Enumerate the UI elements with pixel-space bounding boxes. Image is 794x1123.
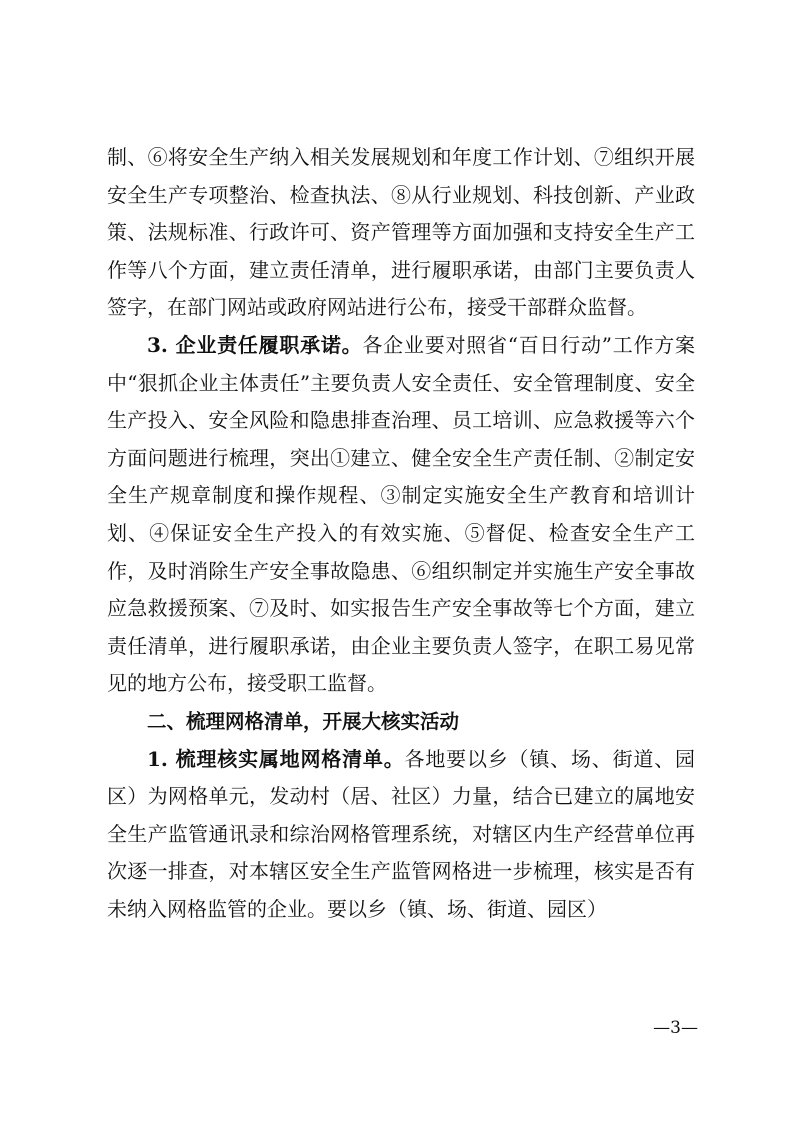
- paragraph-3: [107, 741, 695, 929]
- page-number: —3—: [653, 1018, 698, 1038]
- paragraph-2-lead: 3. 企业责任履职承诺。: [147, 332, 363, 357]
- paragraph-1: 制、⑥将安全生产纳入相关发展规划和年度工作计划、⑦组织开展安全生产专项整治、检查执法、⑧从行业规划、科技创新、产业政策、法规标准、行政许可、资产管理等方面加强和支持安全生产工作等八个方面，建立责任清单，进行履职承诺，由部门主要负责人签字，在部门网站或政府网站进行公布，接受干部群众监督。: [107, 145, 695, 320]
- section-heading: 二、梳理网格清单，开展大核实活动: [147, 709, 460, 733]
- paragraph-2: [107, 327, 695, 703]
- document-body: [107, 139, 695, 928]
- paragraph-2-body: 各企业要对照省“百日行动”工作方案中“狠抓企业主体责任”主要负责人安全责任、安全管理制度、安全生产投入、安全风险和隐患排查治理、员工培训、应急救援等六个方面问题进行梳理，突出①建立、健全安全生产责任制、②制定安全生产规章制度和操作规程、③制定实施安全生产教育和培训计划、④保证安全生产投入的有效实施、⑤督促、检查安全生产工作，及时消除生产安全事故隐患、⑥组织制定并实施生产安全事故应急救援预案、⑦及时、如实报告生产安全事故等七个方面，建立责任清单，进行履职承诺，由企业主要负责人签字，在职工易见常见的地方公布，接受职工监督。: [107, 332, 695, 696]
- paragraph-3-lead: 1. 梳理核实属地网格清单。: [147, 746, 405, 771]
- paragraph-3-body: 各地要以乡（镇、场、街道、园区）为网格单元，发动村（居、社区）力量，结合已建立的属地安全生产监管通讯录和综治网格管理系统，对辖区内生产经营单位再次逐一排查，对本辖区安全生产监管网格进一步梳理，核实是否有未纳入网格监管的企业。要以乡（镇、场、街道、园区）: [107, 746, 696, 921]
